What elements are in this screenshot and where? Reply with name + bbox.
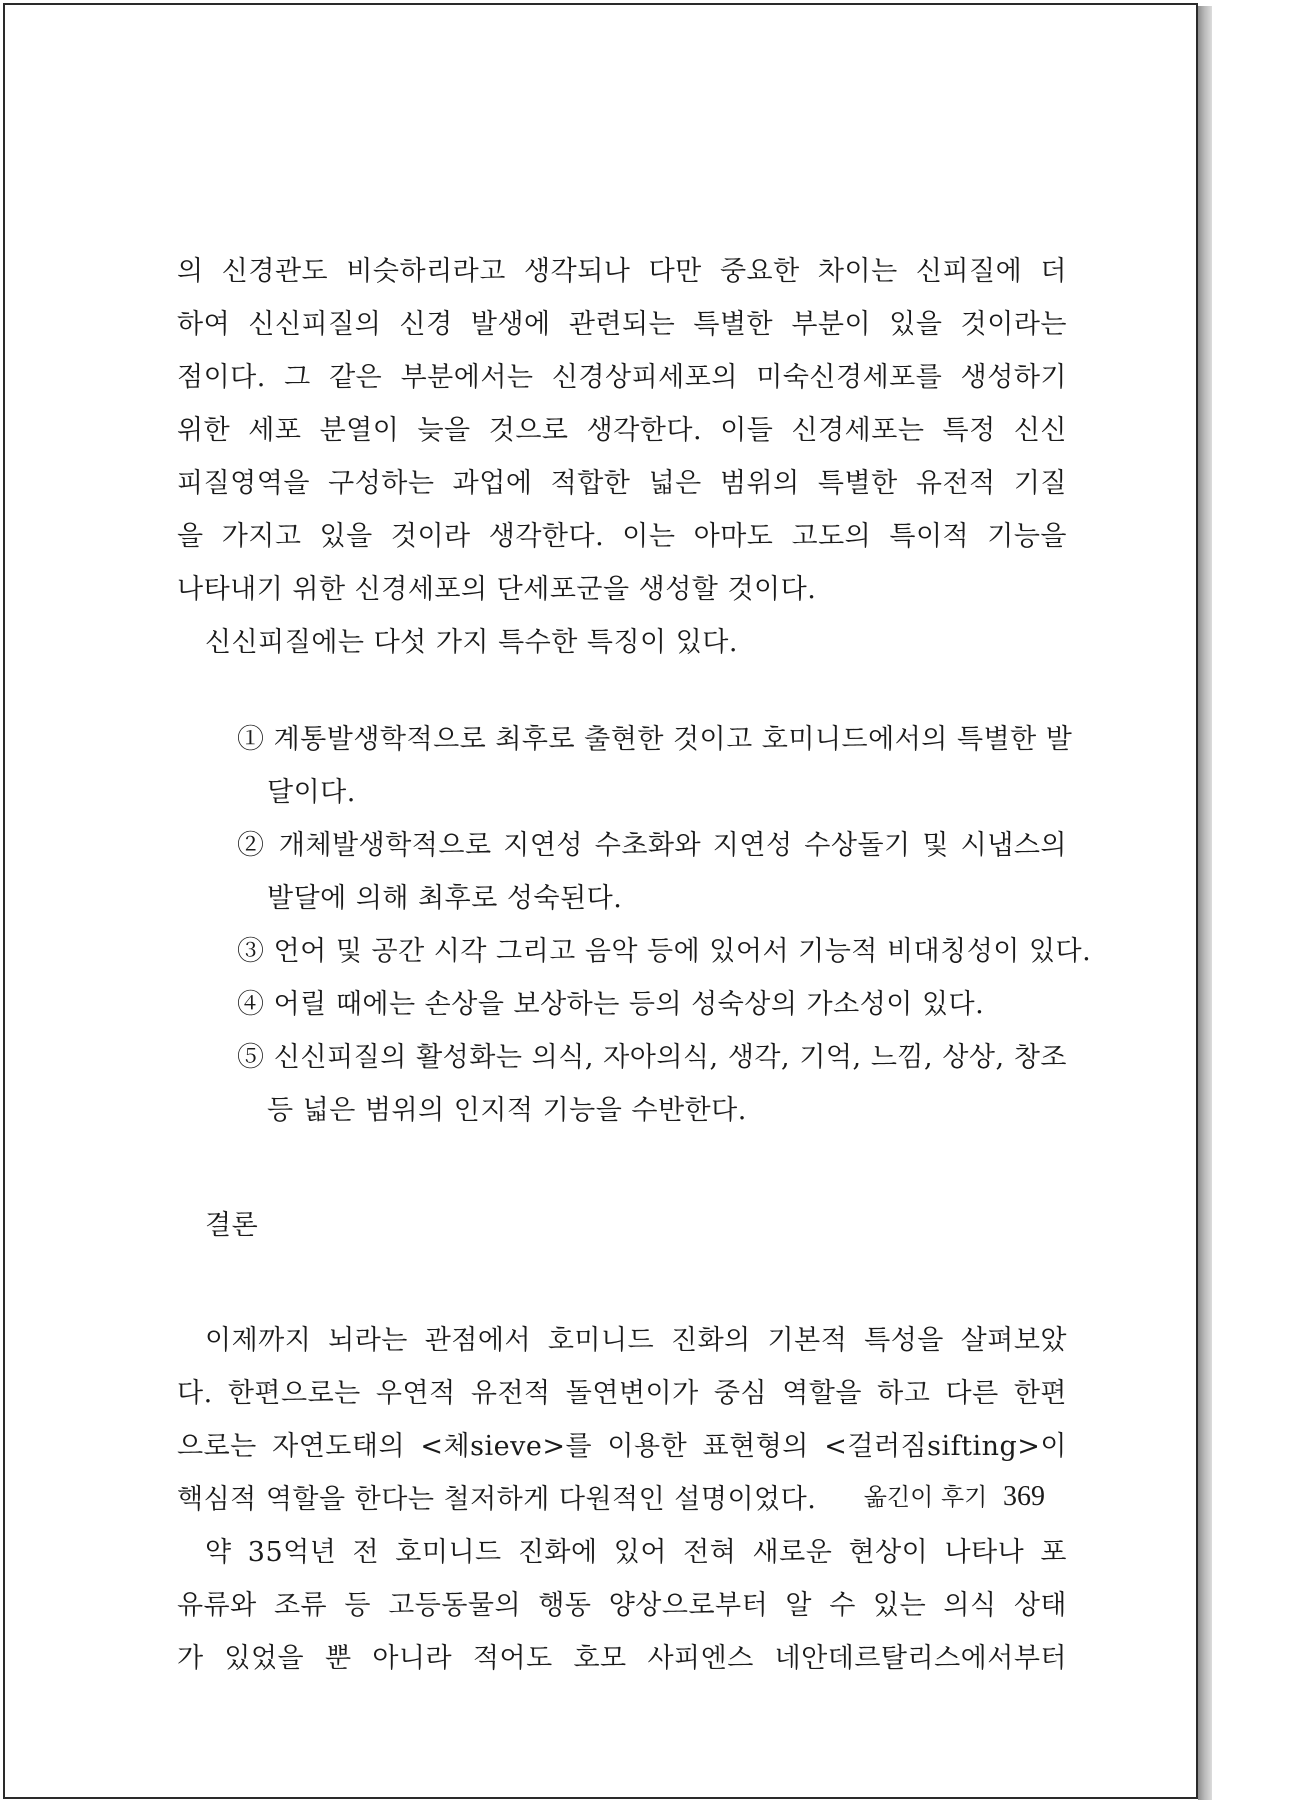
- spacer: [177, 669, 1067, 713]
- text-line: 유류와 조류 등 고등동물의 행동 양상으로부터 알 수 있는 의식 상태: [177, 1590, 1067, 1621]
- list-item: [237, 978, 1067, 1031]
- list-item-line: 달이다.: [267, 777, 356, 808]
- list-item-line: 발달에 의해 최후로 성숙된다.: [267, 883, 623, 914]
- text-line: 하여 신신피질의 신경 발생에 관련되는 특별한 부분이 있을 것이라는: [177, 309, 1067, 340]
- page-body: [177, 245, 1092, 1685]
- list-item: [237, 1031, 1067, 1137]
- list-item-line: ④ 어릴 때에는 손상을 보상하는 등의 성숙상의 가소성이 있다.: [237, 989, 985, 1020]
- intro-sentence: 신신피질에는 다섯 가지 특수한 특징이 있다.: [205, 627, 738, 658]
- text-line: 가 있었을 뿐 아니라 적어도 호모 사피엔스 네안데르탈리스에서부터: [177, 1643, 1067, 1674]
- page-footer: [845, 1477, 1045, 1513]
- text-line: 다. 한편으로는 우연적 유전적 돌연변이가 중심 역할을 하고 다른 한편: [177, 1378, 1067, 1409]
- list-item-line: ① 계통발생학적으로 최후로 출현한 것이고 호미니드에서의 특별한 발: [237, 724, 1073, 755]
- spacer: [177, 1137, 1067, 1199]
- paragraph-continued: [177, 245, 1067, 616]
- book-page: [3, 3, 1198, 1799]
- text-line: 나타내기 위한 신경세포의 단세포군을 생성할 것이다.: [177, 574, 817, 605]
- text-line: 을 가지고 있을 것이라 생각한다. 이는 아마도 고도의 특이적 기능을: [177, 521, 1067, 552]
- text-line: 약 35억년 전 호미니드 진화에 있어 전혀 새로운 현상이 나타나 포: [205, 1537, 1067, 1568]
- running-title: 옮긴이 후기: [863, 1483, 988, 1511]
- list-item-line: 등 넓은 범위의 인지적 기능을 수반한다.: [267, 1095, 747, 1126]
- list-item-line: ⑤ 신신피질의 활성화는 의식, 자아의식, 생각, 기억, 느낌, 상상, 창조: [237, 1042, 1067, 1073]
- text-line: 으로는 자연도태의 <체sieve>를 이용한 표현형의 <걸러짐sifting>이: [177, 1431, 1067, 1462]
- page-number: 369: [1003, 1481, 1045, 1512]
- text-line: 이제까지 뇌라는 관점에서 호미니드 진화의 기본적 특성을 살펴보았: [205, 1325, 1067, 1356]
- page-edge-shadow: [1198, 6, 1212, 1800]
- text-line: 핵심적 역할을 한다는 철저하게 다원적인 설명이었다.: [177, 1484, 817, 1515]
- spacer: [177, 1252, 1067, 1314]
- paragraph-evolution: [177, 1526, 1067, 1685]
- list-item: [237, 713, 1073, 819]
- text-line: 피질영역을 구성하는 과업에 적합한 넓은 범위의 특별한 유전적 기질: [177, 468, 1067, 499]
- text-line: 위한 세포 분열이 늦을 것으로 생각한다. 이들 신경세포는 특정 신신: [177, 415, 1067, 446]
- text-line: 의 신경관도 비슷하리라고 생각되나 다만 중요한 차이는 신피질에 더: [177, 256, 1067, 287]
- list-item-line: ② 개체발생학적으로 지연성 수초화와 지연성 수상돌기 및 시냅스의: [237, 830, 1067, 861]
- feature-list: [177, 713, 1092, 1137]
- list-item: [237, 925, 1092, 978]
- text-line: 점이다. 그 같은 부분에서는 신경상피세포의 미숙신경세포를 생성하기: [177, 362, 1067, 393]
- list-item-line: ③ 언어 및 공간 시각 그리고 음악 등에 있어서 기능적 비대칭성이 있다.: [237, 936, 1092, 967]
- section-heading: 결론: [205, 1210, 259, 1241]
- viewer-margin: [1212, 0, 1299, 1806]
- list-item: [237, 819, 1067, 925]
